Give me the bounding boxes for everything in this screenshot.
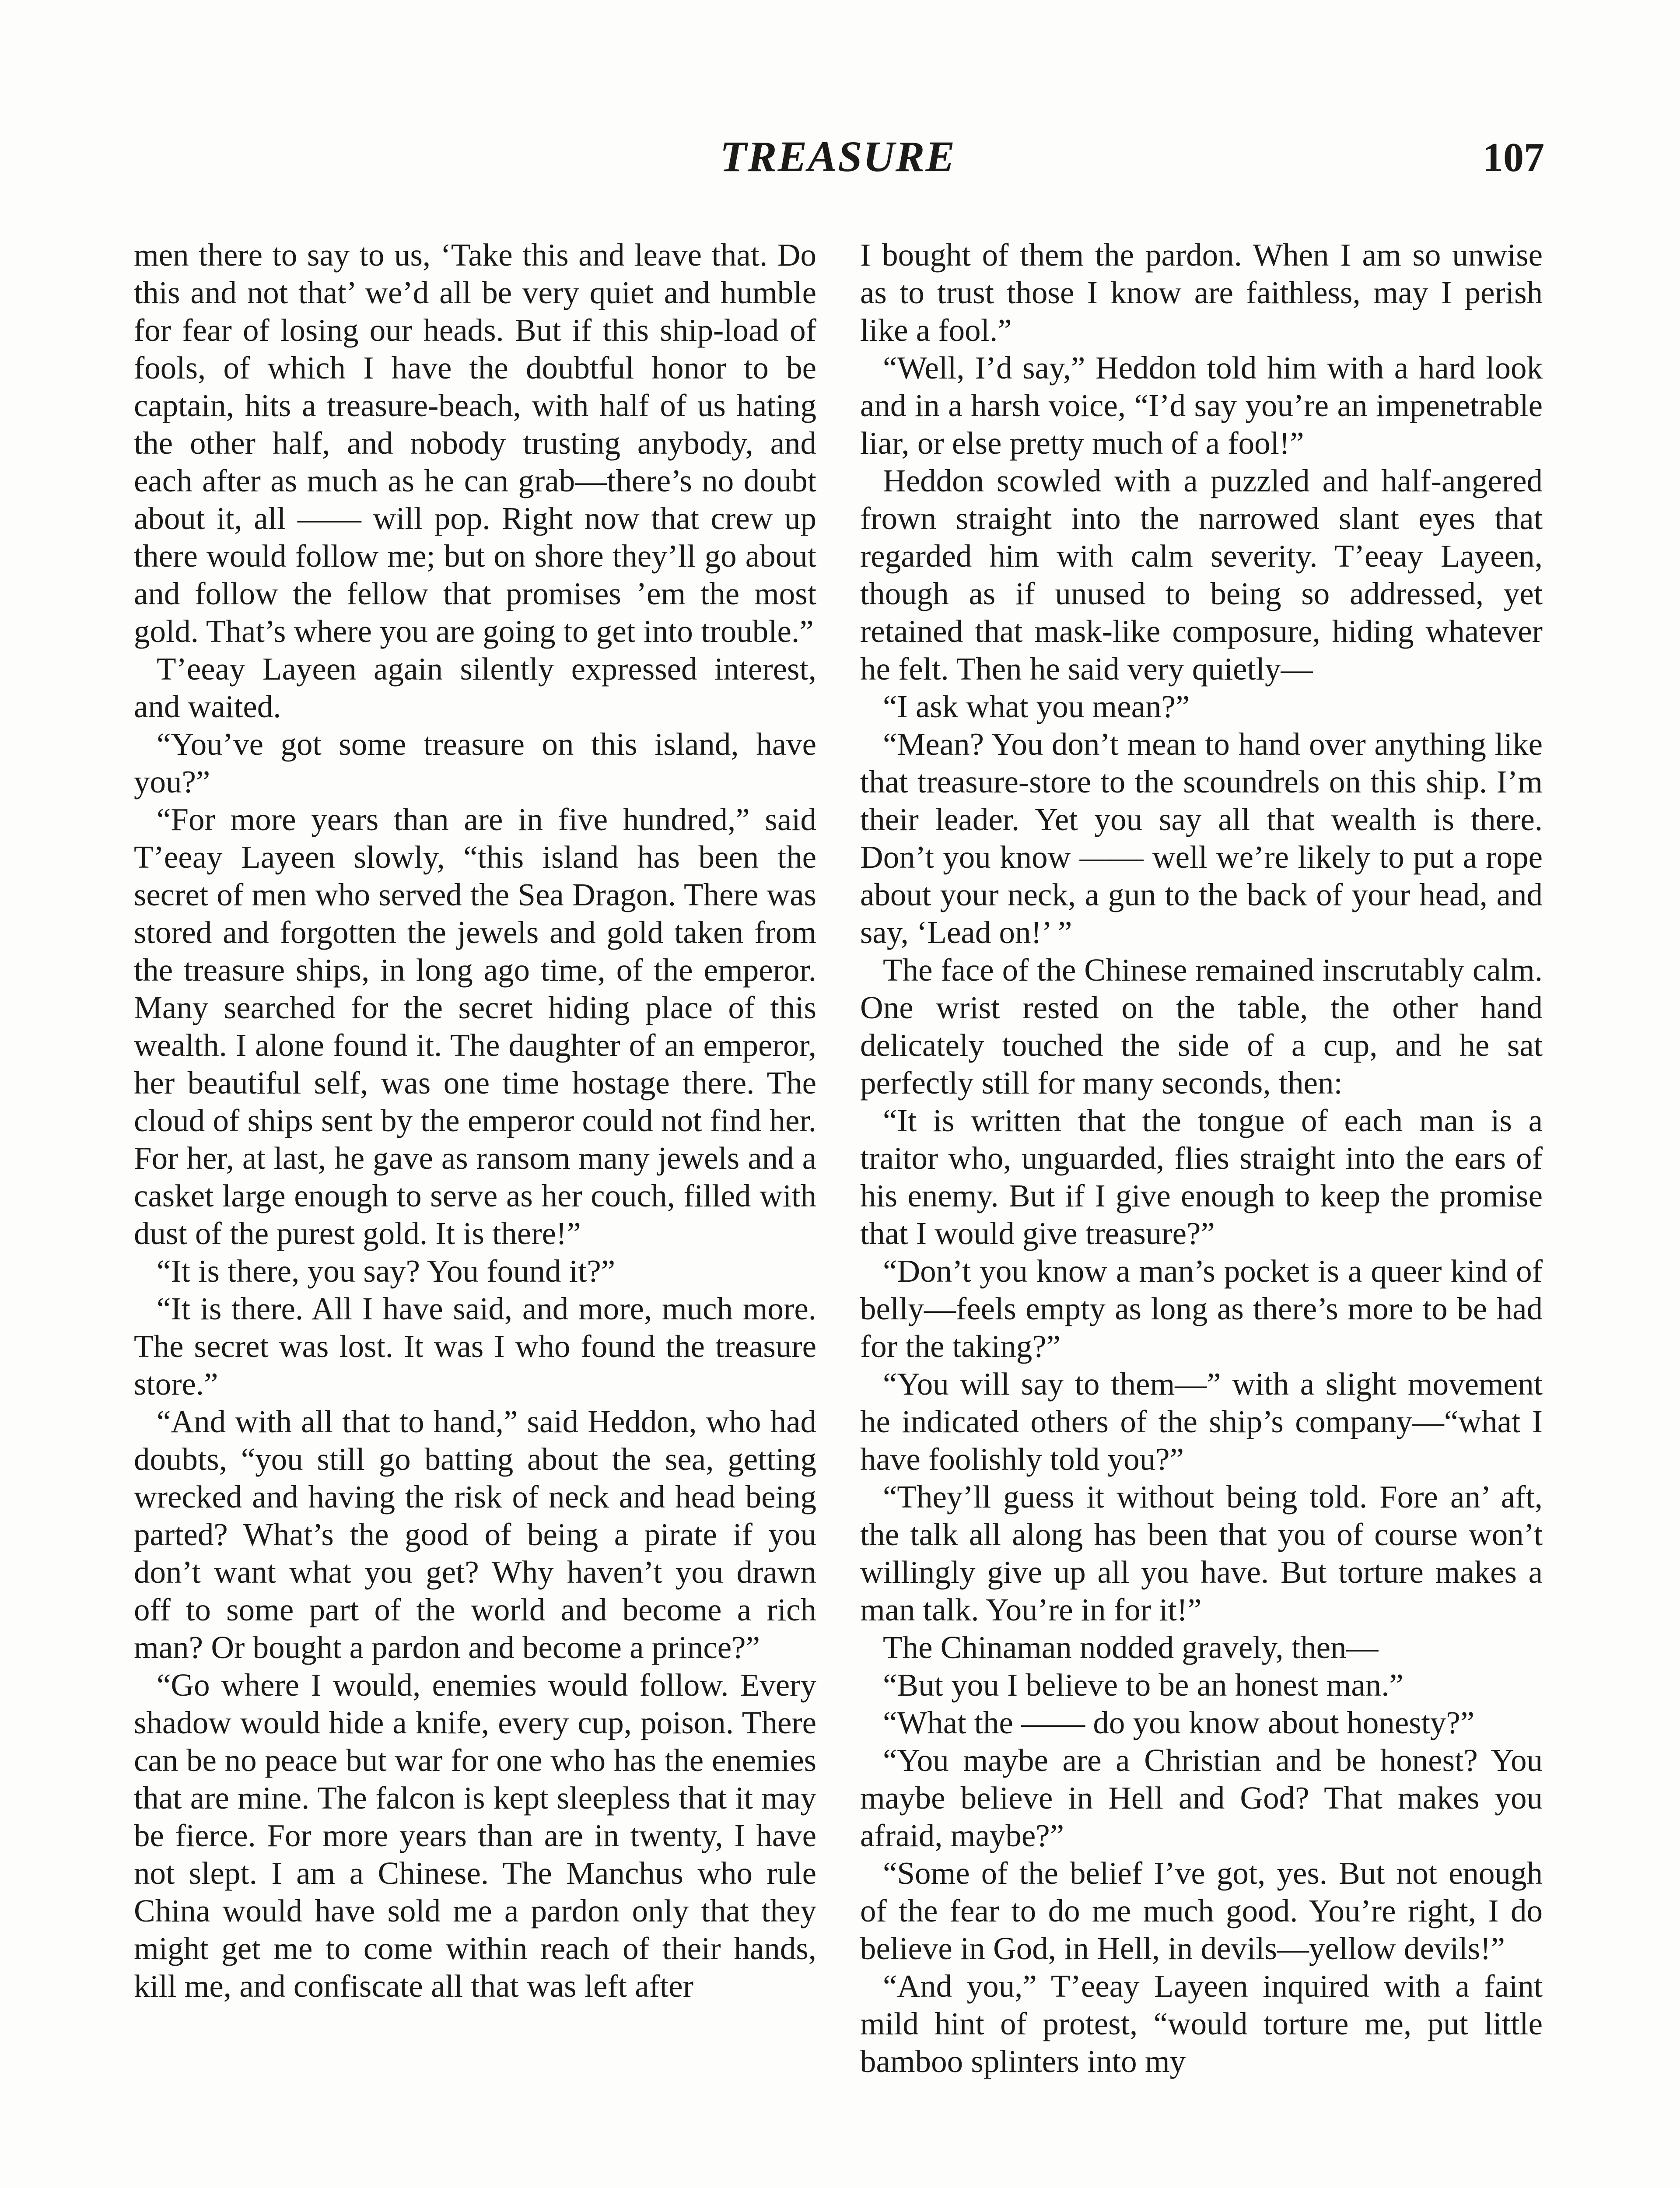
paragraph: “You will say to them—” with a slight movement he indicated others of the ship’s company—“what I have foolishly told you?” — [860, 1366, 1543, 1477]
paragraph: “But you I believe to be an honest man.” — [883, 1667, 1404, 1703]
paragraph: Heddon scowled with a puzzled and half-angered frown straight into the narrowed slant eyes that regarded him with calm severity. T’eeay Layeen, though as if unused to being so addressed, yet retained that mask-like composure, hiding whatever he felt. Then he said very quietly— — [860, 463, 1543, 687]
page-header — [131, 131, 1544, 201]
paragraph: The face of the Chinese remained inscrutably calm. One wrist rested on the table, the other hand delicately touched the side of a cup, and he sat perfectly still for many seconds, then: — [860, 952, 1543, 1101]
paragraph: “It is there, you say? You found it?” — [157, 1253, 616, 1289]
paragraph: “What the —— do you know about honesty?” — [883, 1705, 1475, 1740]
paragraph: “They’ll guess it without being told. Fore an’ aft, the talk all along has been that you of course won’t willingly give up all you have. But torture makes a man talk. You’re in for it!” — [860, 1479, 1543, 1627]
paragraph: “For more years than are in five hundred,” said T’eeay Layeen slowly, “this island has been the secret of men who served the Sea Dragon. There was stored and forgotten the jewels and gold taken from the treasure ships, in long ago time, of the emperor. Many searched for the secret hiding place of this wealth. I alone found it. The daughter of an emperor, her beautiful self, was one time hostage there. The cloud of ships sent by the emperor could not find her. For her, at last, he gave as ransom many jewels and a casket large enough to serve as her couch, filled with dust of the purest gold. It is there!” — [134, 802, 816, 1251]
paragraph: “Well, I’d say,” Heddon told him with a hard look and in a harsh voice, “I’d say you’re an impenetrable liar, or else pretty much of a fool!” — [860, 350, 1543, 461]
paragraph: “It is written that the tongue of each man is a traitor who, unguarded, flies straight into the ears of his enemy. But if I give enough to keep the promise that I would give treasure?” — [860, 1103, 1543, 1251]
paragraph: “Go where I would, enemies would follow. Every shadow would hide a knife, every cup, poison. There can be no peace but war for one who has the enemies that are mine. The falcon is kept sleepless that it may be fierce. For more years than are in twenty, I have not slept. I am a Chinese. The Manchus who rule China would have sold me a pardon only that they might get me to come within reach of their hands, kill me, and confiscate all that was left after — [134, 1667, 816, 2004]
paragraph: “Don’t you know a man’s pocket is a queer kind of belly—feels empty as long as there’s more to be had for the taking?” — [860, 1253, 1543, 1364]
paragraph: T’eeay Layeen again silently expressed interest, and waited. — [134, 651, 816, 724]
paragraph: “You maybe are a Christian and be honest? You maybe believe in Hell and God? That makes you afraid, maybe?” — [860, 1743, 1543, 1853]
text-column-left — [134, 236, 816, 2005]
paragraph: I bought of them the pardon. When I am so unwise as to trust those I know are faithless, may I perish like a fool.” — [860, 237, 1543, 348]
paragraph: “And with all that to hand,” said Heddon, who had doubts, “you still go batting about the sea, getting wrecked and having the risk of neck and head being parted? What’s the good of being a pirate if you don’t want what you get? Why haven’t you drawn off to some part of the world and become a rich man? Or bought a pardon and become a prince?” — [134, 1404, 816, 1665]
text-column-right — [860, 236, 1543, 2080]
paragraph: “You’ve got some treasure on this island, have you?” — [134, 726, 816, 799]
paragraph: The Chinaman nodded gravely, then— — [883, 1630, 1379, 1665]
running-title: TREASURE — [720, 132, 956, 181]
paragraph: “And you,” T’eeay Layeen inquired with a faint mild hint of protest, “would torture me, put little bamboo splinters into my — [860, 1968, 1543, 2079]
paragraph: “Some of the belief I’ve got, yes. But not enough of the fear to do me much good. You’re right, I do believe in God, in Hell, in devils—yellow devils!” — [860, 1855, 1543, 1966]
page-number: 107 — [1483, 135, 1544, 180]
paragraph: “I ask what you mean?” — [883, 689, 1190, 724]
paragraph: men there to say to us, ‘Take this and leave that. Do this and not that’ we’d all be very quiet and humble for fear of losing our heads. But if this ship-load of fools, of which I have the doubtful honor to be captain, hits a treasure-beach, with half of us hating the other half, and nobody trusting anybody, and each after as much as he can grab—there’s no doubt about it, all —— will pop. Right now that crew up there would follow me; but on shore they’ll go about and follow the fellow that promises ’em the most gold. That’s where you are going to get into trouble.” — [134, 237, 816, 649]
paragraph: “Mean? You don’t mean to hand over anything like that treasure-store to the scoundrels on this ship. I’m their leader. Yet you say all that wealth is there. Don’t you know —— well we’re likely to put a rope about your neck, a gun to the back of your head, and say, ‘Lead on!’ ” — [860, 726, 1543, 950]
paragraph: “It is there. All I have said, and more, much more. The secret was lost. It was I who found the treasure store.” — [134, 1291, 816, 1402]
